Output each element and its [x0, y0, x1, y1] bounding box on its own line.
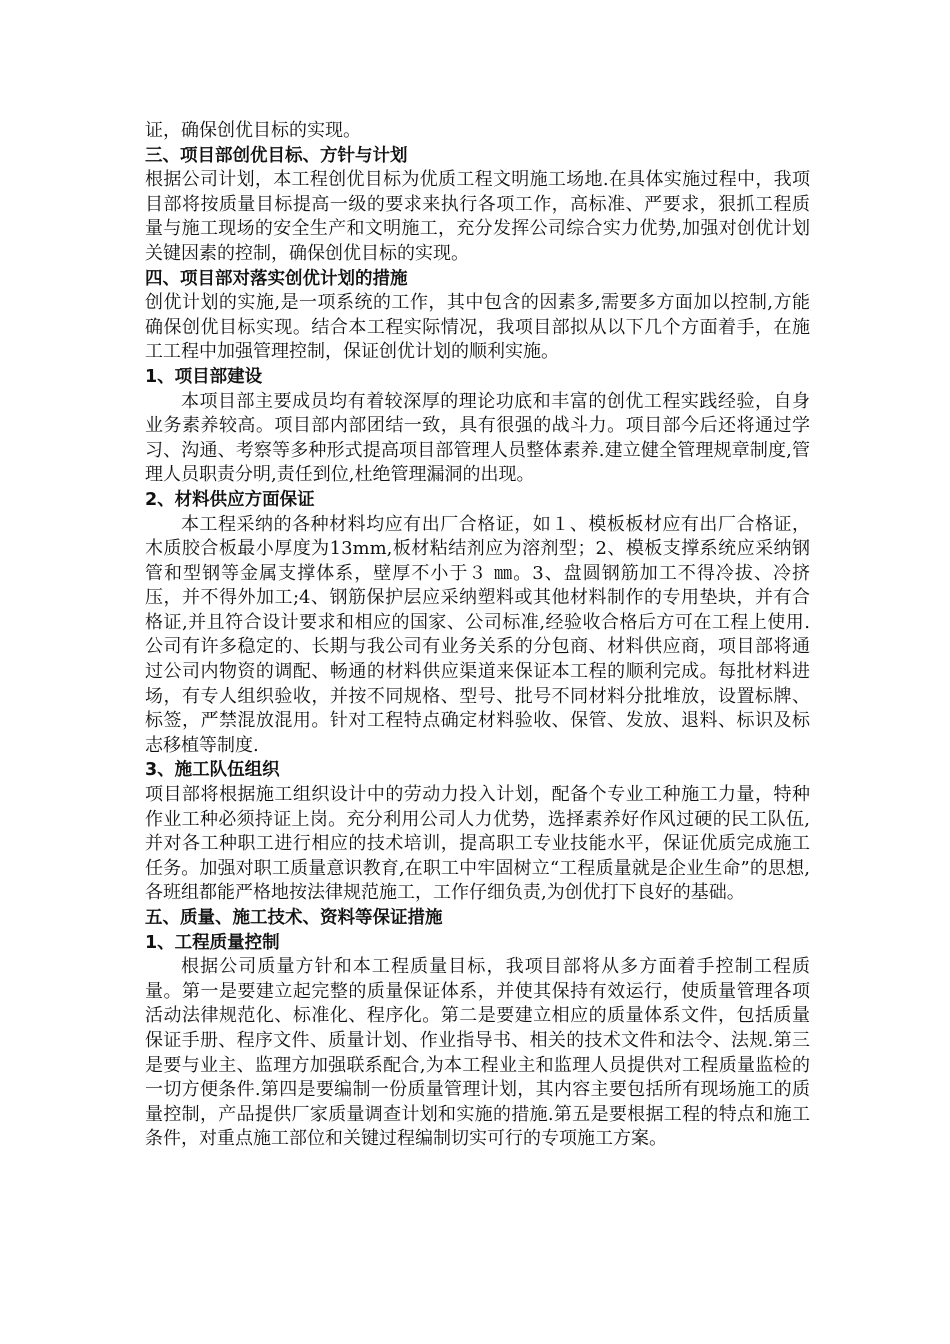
paragraph-goals: 根据公司计划，本工程创优目标为优质工程文明施工场地.在具体实施过程中，我项目部将按质量目标提高一级的要求来执行各项工作，高标准、严要求，狠抓工程质量与施工现场的安全生产和文明施工，充分发挥公司综合实力优势,加强对创优计划关键因素的控制，确保创优目标的实现。	[145, 169, 810, 264]
paragraph-material-supply: 本工程采纳的各种材料均应有出厂合格证，如１、模板板材应有出厂合格证，木质胶合板最小厚度为13mm,板材粘结剂应为溶剂型；2、模板支撑系统应采纳钢管和型钢等金属支撑体系，壁厚不小于３ ㎜。3、盘圆钢筋加工不得冷拔、冷挤压，并不得外加工;4、钢筋保护层应采纳塑料或其他材料制作的专用垫块，并有合格证,并且符合设计要求和相应的国家、公司标准,经验收合格后方可在工程上使用.公司有许多稳定的、长期与我公司有业务关系的分包商、材料供应商，项目部将通过公司内物资的调配、畅通的材料供应渠道来保证本工程的顺利完成。每批材料进场，有专人组织验收，并按不同规格、型号、批号不同材料分批堆放，设置标牌、标签，严禁混放混用。针对工程特点确定材料验收、保管、发放、退料、标识及标志移植等制度.	[145, 513, 810, 756]
section-heading-5: 五、质量、施工技术、资料等保证措施	[145, 908, 443, 928]
subheading-project-building: 1、项目部建设	[145, 366, 263, 387]
subheading-team-organization: 3、施工队伍组织	[145, 760, 280, 781]
subheading-material-supply: 2、材料供应方面保证	[145, 489, 315, 510]
document-body	[145, 119, 810, 1152]
paragraph-team-organization: 项目部将根据施工组织设计中的劳动力投入计划，配备个专业工种施工力量，特种作业工种必须持证上岗。充分利用公司人力优势，选择素养好作风过硬的民工队伍,并对各工种职工进行相应的技术培训，提高职工专业技能水平，保证优质完成施工任务。加强对职工质量意识教育,在职工中牢固树立“工程质量就是企业生命”的思想,各班组都能严格地按法律规范施工，工作仔细负责,为创优打下良好的基础。	[145, 784, 810, 904]
paragraph-project-building: 本项目部主要成员均有着较深厚的理论功底和丰富的创优工程实践经验，自身业务素养较高。项目部内部团结一致，具有很强的战斗力。项目部今后还将通过学习、沟通、考察等多种形式提高项目部管理人员整体素养.建立健全管理规章制度,管理人员职责分明,责任到位,杜绝管理漏洞的出现。	[145, 390, 810, 486]
subheading-quality-control: 1、工程质量控制	[145, 932, 280, 953]
paragraph-measures: 创优计划的实施,是一项系统的工作，其中包含的因素多,需要多方面加以控制,方能确保创优目标实现。结合本工程实际情况，我项目部拟从以下几个方面着手，在施工工程中加强管理控制，保证创优计划的顺利实施。	[145, 292, 810, 363]
paragraph-quality-control: 根据公司质量方针和本工程质量目标，我项目部将从多方面着手控制工程质量。第一是要建立起完整的质量保证体系，并使其保持有效运行，使质量管理各项活动法律规范化、标准化、程序化。第二是要建立相应的质量体系文件，包括质量保证手册、程序文件、质量计划、作业指导书、相关的技术文件和法令、法规.第三是要与业主、监理方加强联系配合,为本工程业主和监理人员提供对工程质量监检的一切方便条件.第四是要编制一份质量管理计划，其内容主要包括所有现场施工的质量控制，产品提供厂家质量调查计划和实施的措施.第五是要根据工程的特点和施工条件，对重点施工部位和关键过程编制切实可行的专项施工方案。	[145, 956, 810, 1150]
paragraph-continuation: 证，确保创优目标的实现。	[145, 120, 361, 141]
section-heading-4: 四、项目部对落实创优计划的措施	[145, 268, 408, 289]
section-heading-3: 三、项目部创优目标、方针与计划	[145, 145, 408, 166]
